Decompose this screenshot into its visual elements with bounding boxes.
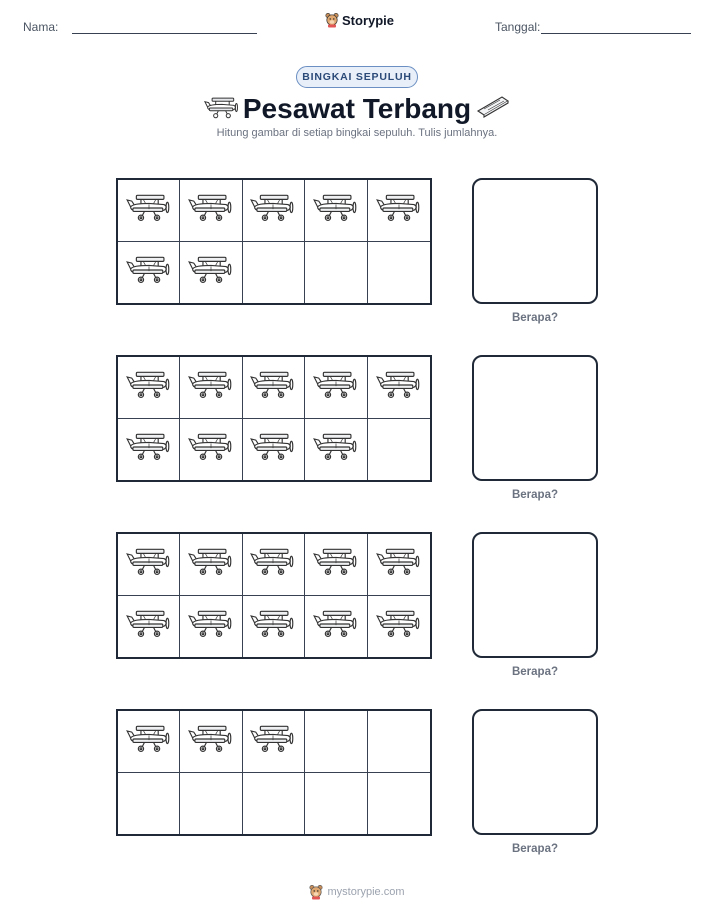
biplane-icon (376, 547, 422, 582)
ten-frame-cell (180, 419, 242, 481)
footer-site: mystorypie.com (327, 886, 405, 898)
ten-frame-cell (180, 711, 242, 773)
biplane-icon (250, 724, 296, 759)
ten-frame-cell (305, 711, 367, 773)
biplane-icon (313, 609, 359, 644)
biplane-icon (376, 609, 422, 644)
answer-prompt: Berapa? (511, 489, 559, 501)
ten-frame (116, 178, 432, 305)
ten-frame-cell (368, 711, 430, 773)
instruction-text: Hitung gambar di setiap bingkai sepuluh. Tulis jumlahnya. (216, 127, 498, 139)
ten-frame-cell (243, 596, 305, 658)
ten-frame-cell (368, 357, 430, 419)
biplane-icon (126, 255, 172, 290)
ten-frame-cell (180, 180, 242, 242)
ten-frame-cell (180, 596, 242, 658)
biplane-icon (188, 193, 234, 228)
answer-box[interactable] (472, 355, 598, 481)
answer-box[interactable] (472, 709, 598, 835)
ten-frame (116, 532, 432, 659)
ten-frame-cell (118, 242, 180, 304)
ten-frame-cell (305, 534, 367, 596)
ten-frame (116, 709, 432, 836)
ten-frame-cell (368, 596, 430, 658)
ten-frame-cell (305, 357, 367, 419)
page-title: Pesawat Terbang (242, 93, 472, 124)
ten-frame-cell (118, 596, 180, 658)
ten-frame-cell (118, 773, 180, 835)
wood-plank-icon (476, 94, 510, 118)
ten-frame-cell (118, 180, 180, 242)
biplane-icon (126, 724, 172, 759)
ten-frame-cell (368, 242, 430, 304)
answer-box[interactable] (472, 532, 598, 658)
biplane-icon (250, 432, 296, 467)
ten-frame-cell (243, 773, 305, 835)
worksheet-badge: BINGKAI SEPULUH (296, 66, 418, 88)
biplane-icon (188, 609, 234, 644)
ten-frame-cell (305, 596, 367, 658)
ten-frame-cell (305, 242, 367, 304)
biplane-icon (313, 432, 359, 467)
ten-frame-cell (118, 357, 180, 419)
ten-frame-cell (305, 419, 367, 481)
ten-frame-cell (243, 242, 305, 304)
biplane-icon (313, 193, 359, 228)
ten-frame-cell (118, 534, 180, 596)
ten-frame-cell (243, 419, 305, 481)
name-line[interactable] (72, 33, 257, 34)
name-label: Nama: (23, 20, 59, 34)
biplane-icon (313, 370, 359, 405)
biplane-icon (188, 547, 234, 582)
ten-frame-cell (180, 773, 242, 835)
biplane-icon (376, 370, 422, 405)
ten-frame-cell (243, 534, 305, 596)
answer-prompt: Berapa? (511, 312, 559, 324)
biplane-icon (126, 193, 172, 228)
ten-frame-cell (243, 357, 305, 419)
ten-frame-cell (368, 180, 430, 242)
ten-frame-cell (305, 773, 367, 835)
biplane-icon (250, 193, 296, 228)
biplane-icon (250, 547, 296, 582)
ten-frame-cell (180, 534, 242, 596)
biplane-icon (188, 724, 234, 759)
answer-box[interactable] (472, 178, 598, 304)
biplane-icon (126, 609, 172, 644)
biplane-icon (126, 547, 172, 582)
ten-frame-cell (243, 711, 305, 773)
biplane-icon (250, 609, 296, 644)
bear-mascot-icon (309, 884, 323, 900)
brand-name: Storypie (342, 12, 395, 28)
ten-frame-cell (305, 180, 367, 242)
ten-frame-cell (368, 419, 430, 481)
biplane-icon (188, 255, 234, 290)
brand-logo (325, 12, 394, 28)
bear-mascot-icon (325, 12, 339, 28)
footer (0, 884, 714, 900)
biplane-icon (188, 432, 234, 467)
biplane-icon (188, 370, 234, 405)
biplane-icon (313, 547, 359, 582)
answer-prompt: Berapa? (511, 666, 559, 678)
ten-frame-cell (368, 534, 430, 596)
date-label: Tanggal: (495, 20, 541, 34)
ten-frame (116, 355, 432, 482)
biplane-icon (126, 432, 172, 467)
ten-frame-cell (180, 242, 242, 304)
ten-frame-cell (243, 180, 305, 242)
ten-frame-cell (368, 773, 430, 835)
date-line[interactable] (541, 33, 691, 34)
biplane-icon (250, 370, 296, 405)
ten-frame-cell (180, 357, 242, 419)
answer-prompt: Berapa? (511, 843, 559, 855)
ten-frame-cell (118, 711, 180, 773)
biplane-icon (126, 370, 172, 405)
biplane-icon (376, 193, 422, 228)
ten-frame-cell (118, 419, 180, 481)
